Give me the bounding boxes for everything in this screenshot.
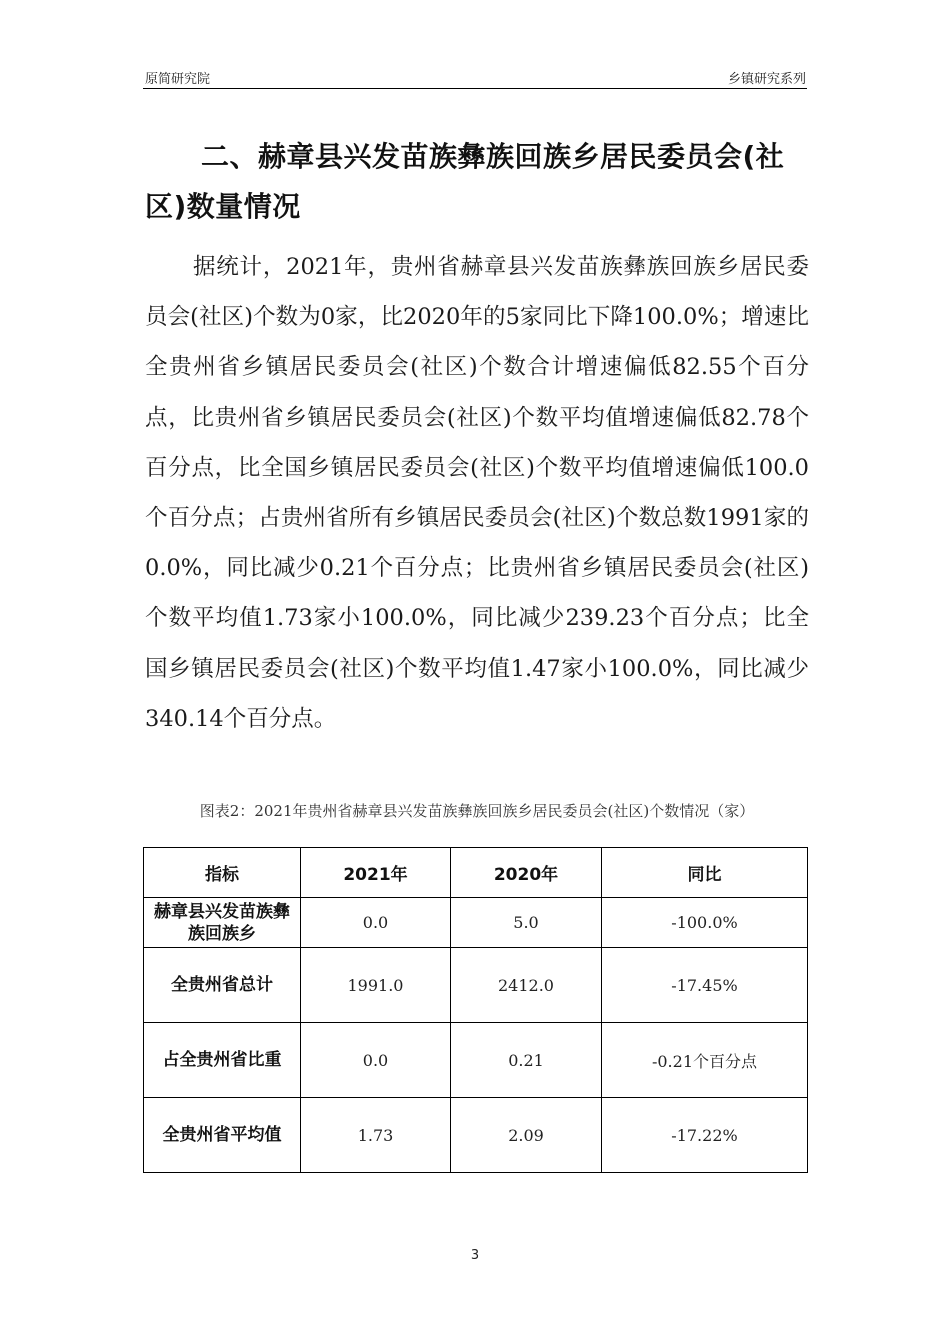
header-series-name: 乡镇研究系列 [727,72,806,87]
cell-yoy: -17.22% [602,1098,808,1173]
cell-2020: 0.21 [451,1023,602,1098]
cell-2020: 5.0 [451,898,602,948]
cell-2021: 0.0 [301,898,451,948]
header-org-name: 原简研究院 [145,72,211,87]
cell-2021: 1991.0 [301,948,451,1023]
table-row [144,948,808,1023]
cell-yoy: -100.0% [602,898,808,948]
row-label: 全贵州省总计 [144,948,301,1023]
cell-2021: 1.73 [301,1098,451,1173]
table-header-row [144,848,808,898]
column-header-2020: 2020年 [451,848,602,898]
section-title: 二、赫章县兴发苗族彝族回族乡居民委员会(社区)数量情况 [145,140,785,223]
page-number: 3 [470,1248,480,1263]
body-paragraph: 据统计，2021年，贵州省赫章县兴发苗族彝族回族乡居民委员会(社区)个数为0家，比2020年的5家同比下降100.0%；增速比全贵州省乡镇居民委员会(社区)个数合计增速偏低82.55个百分点，比贵州省乡镇居民委员会(社区)个数平均值增速偏低82.78个百分点，比全国乡镇居民委员会(社区)个数平均值增速偏低100.0个百分点；占贵州省所有乡镇居民委员会(社区)个数总数1991家的0.0%，同比减少0.21个百分点；比贵州省乡镇居民委员会(社区)个数平均值1.73家小100.0%，同比减少239.23个百分点；比全国乡镇居民委员会(社区)个数平均值1.47家小100.0%，同比减少340.14个百分点。 [145,254,809,732]
table-row [144,898,808,948]
column-header-2021: 2021年 [301,848,451,898]
row-label: 全贵州省平均值 [144,1098,301,1173]
data-table [143,847,808,1173]
column-header-indicator: 指标 [144,848,301,898]
cell-2021: 0.0 [301,1023,451,1098]
cell-yoy: -17.45% [602,948,808,1023]
row-label: 赫章县兴发苗族彝族回族乡 [144,898,301,948]
table-caption: 图表2：2021年贵州省赫章县兴发苗族彝族回族乡居民委员会(社区)个数情况（家） [199,802,755,820]
table-row [144,1023,808,1098]
header-divider [143,88,807,89]
row-label: 占全贵州省比重 [144,1023,301,1098]
table-row [144,1098,808,1173]
cell-2020: 2412.0 [451,948,602,1023]
cell-yoy: -0.21个百分点 [602,1023,808,1098]
cell-2020: 2.09 [451,1098,602,1173]
column-header-yoy: 同比 [602,848,808,898]
